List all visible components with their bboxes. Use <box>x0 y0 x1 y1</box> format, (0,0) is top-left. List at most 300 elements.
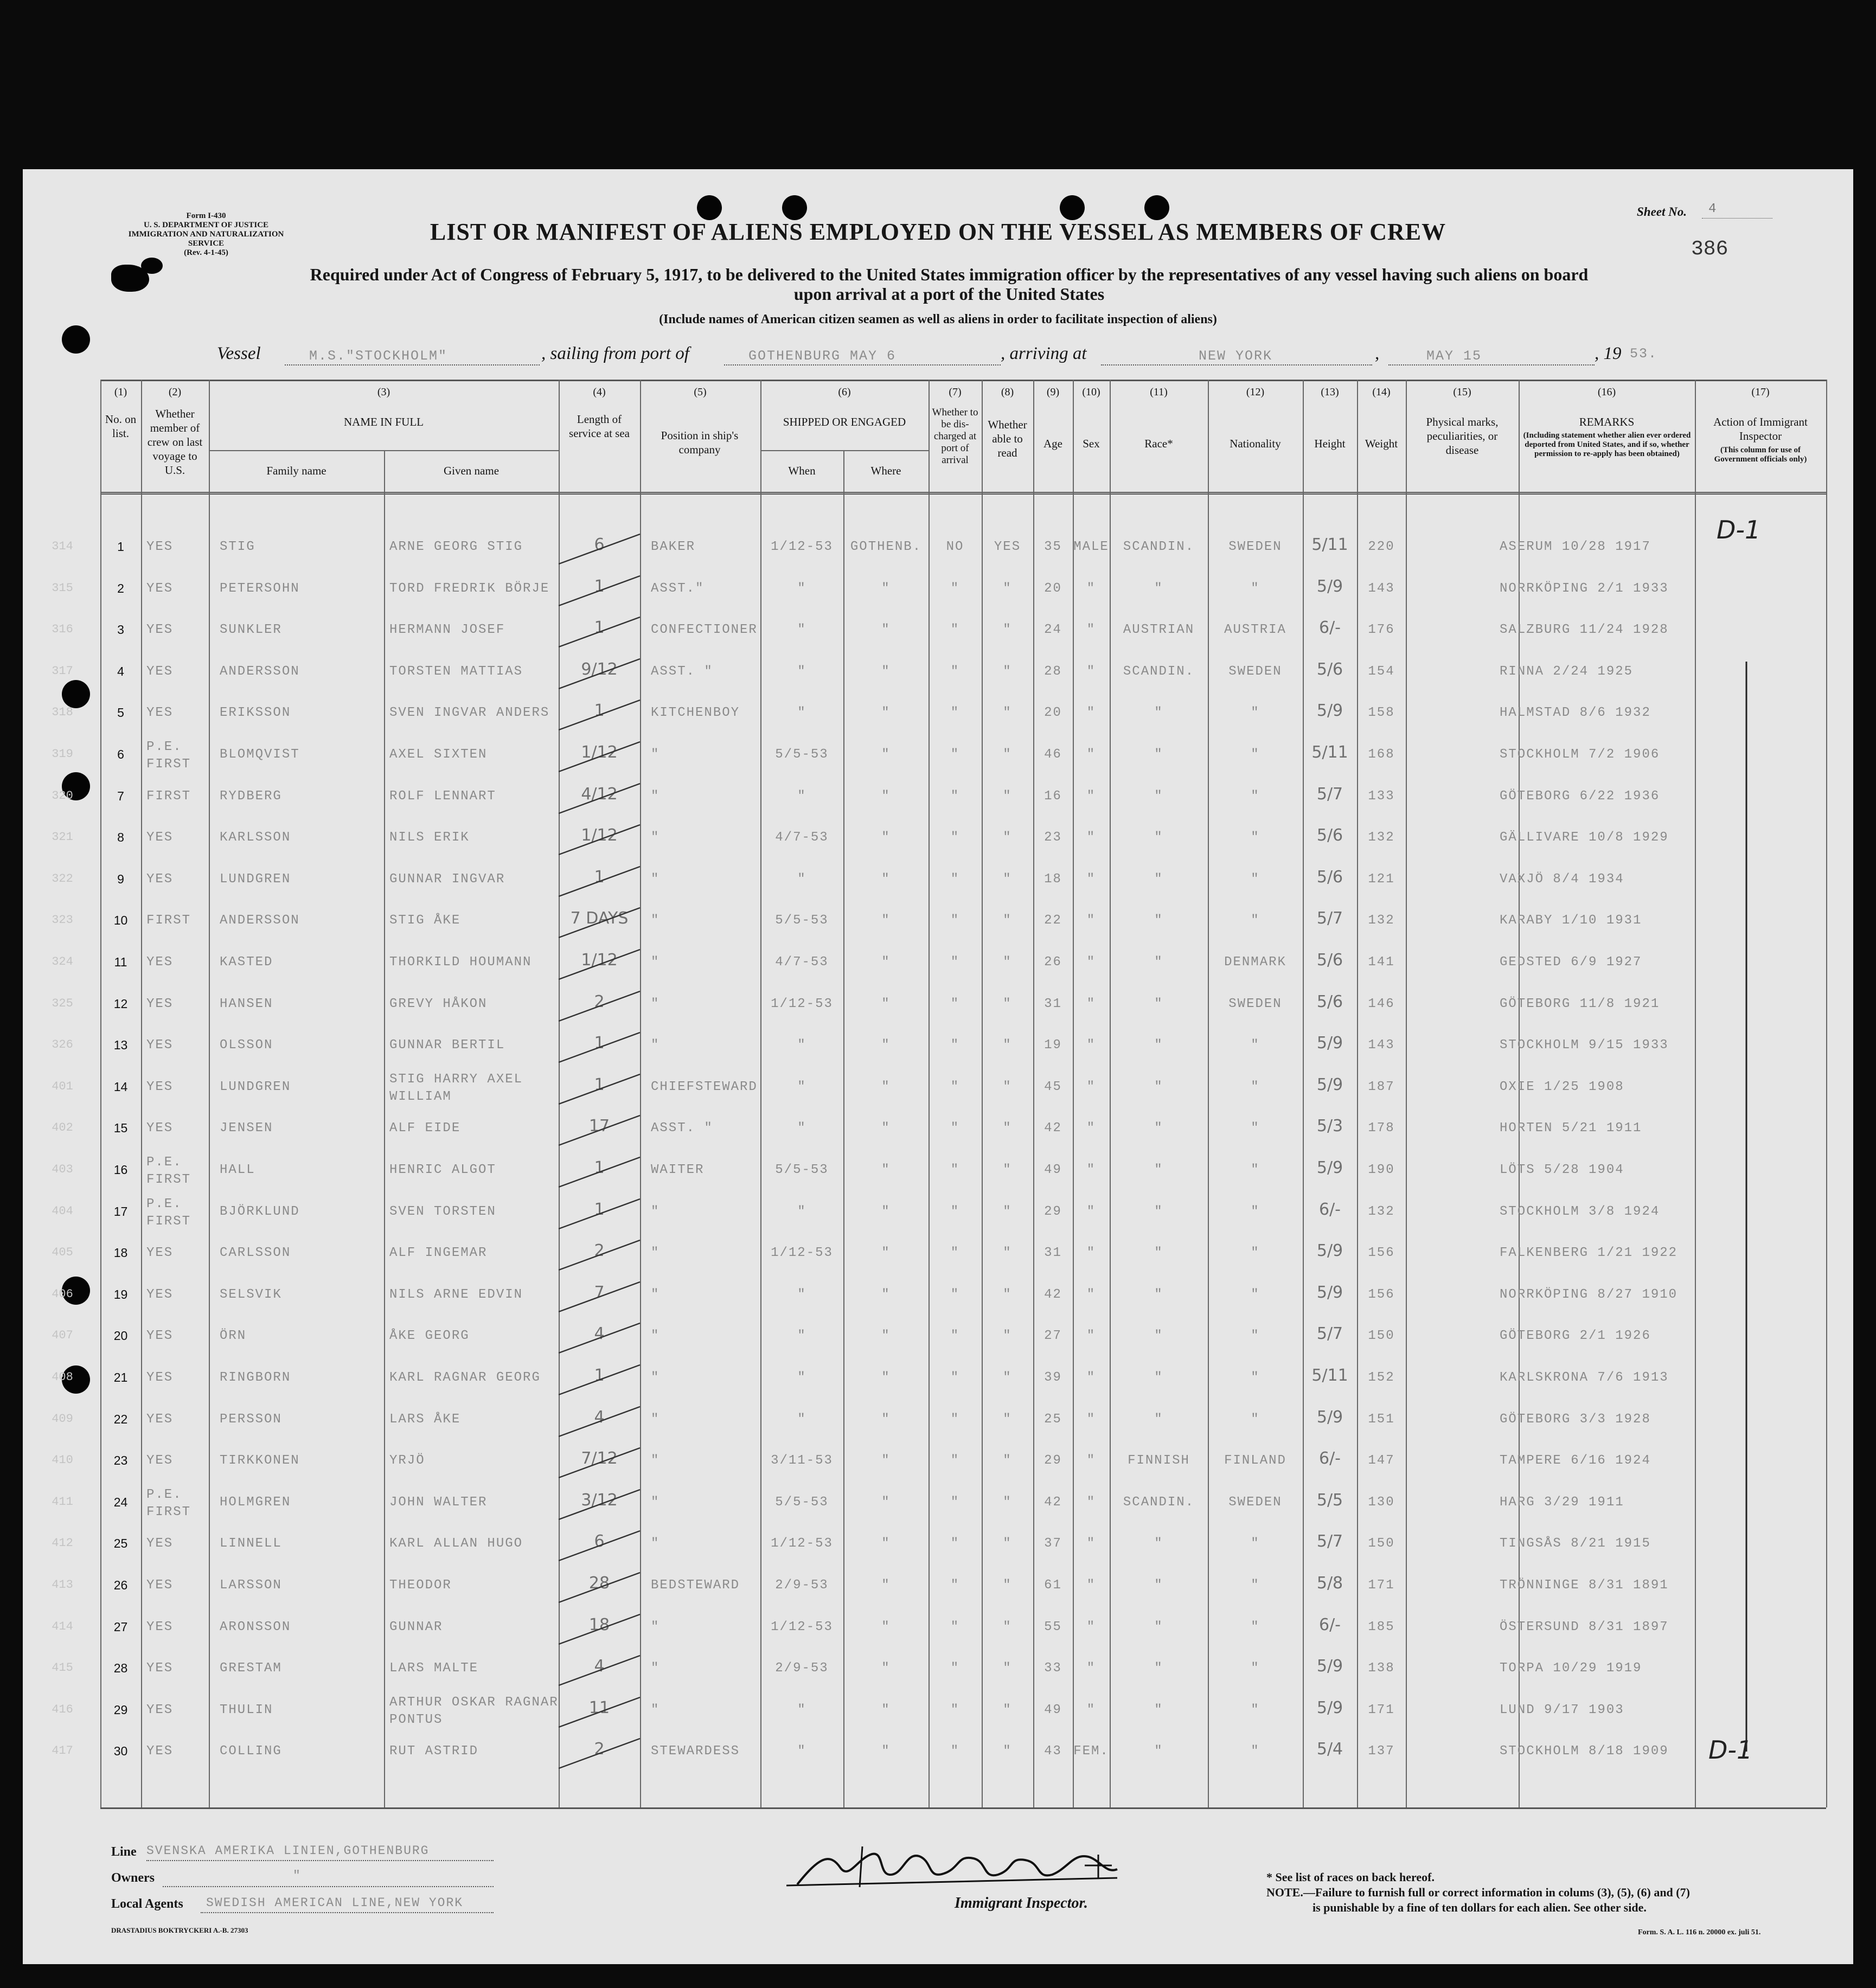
cell-age: 31 <box>1044 996 1062 1011</box>
cell-height: 5/6 <box>1316 826 1343 845</box>
cell-age: 42 <box>1044 1495 1062 1510</box>
sheet-label: Sheet No. <box>1637 205 1687 219</box>
cell-position: " <box>651 747 660 762</box>
cell-crew: YES <box>146 955 174 970</box>
cell-sex: " <box>1086 1121 1096 1136</box>
cell-position: " <box>651 1287 660 1302</box>
col-num-7: (7) <box>949 386 962 398</box>
handwritten-number: 386 <box>1691 238 1728 261</box>
cell-crew: YES <box>146 1536 174 1551</box>
cell-when: 5/5-53 <box>775 1163 829 1177</box>
cell-family: JENSEN <box>220 1121 273 1136</box>
sailing-port: GOTHENBURG MAY 6 <box>748 348 897 364</box>
cell-remarks: OXIE 1/25 1908 <box>1500 1079 1624 1094</box>
faint-row-number: 417 <box>52 1744 73 1758</box>
faint-row-number: 413 <box>52 1578 73 1592</box>
cell-read: " <box>1003 1287 1012 1302</box>
cell-sex: " <box>1086 1661 1096 1676</box>
cell-when: 1/12-53 <box>771 996 833 1011</box>
cell-where: " <box>881 1038 891 1053</box>
inspector-signature <box>781 1836 1139 1895</box>
cell-position: " <box>651 1661 660 1676</box>
cell-no: 29 <box>113 1702 128 1717</box>
cell-length: 1 <box>594 701 605 721</box>
cell-remarks: NORRKÖPING 8/27 1910 <box>1500 1287 1678 1302</box>
table-row <box>52 1401 1826 1443</box>
cell-sex: " <box>1086 1246 1096 1261</box>
cell-discharged: " <box>950 581 960 596</box>
cell-nationality: " <box>1251 871 1260 887</box>
cell-where: " <box>881 1121 891 1136</box>
cell-length: 9/12 <box>581 659 618 679</box>
cell-given: ÅKE GEORG <box>389 1329 470 1344</box>
cell-length: 1/12 <box>581 826 618 845</box>
col-num-4: (4) <box>593 386 606 398</box>
cell-when: 1/12-53 <box>771 1619 833 1634</box>
cell-nationality: AUSTRIA <box>1224 623 1286 638</box>
cell-position: " <box>651 955 660 970</box>
cell-family: LINNELL <box>220 1536 282 1551</box>
cell-height: 5/11 <box>1311 743 1348 762</box>
cell-nationality: " <box>1251 1287 1260 1302</box>
faint-row-number: 405 <box>52 1246 73 1260</box>
cell-remarks: GÖTEBORG 2/1 1926 <box>1500 1329 1651 1344</box>
cell-height: 5/6 <box>1316 951 1343 970</box>
cell-when: " <box>797 664 806 679</box>
cell-when: 1/12-53 <box>771 1536 833 1551</box>
cell-when: " <box>797 1079 806 1094</box>
cell-discharged: " <box>950 1702 960 1717</box>
cell-age: 37 <box>1044 1536 1062 1551</box>
cell-family: KASTED <box>220 955 273 970</box>
cell-discharged: " <box>950 1121 960 1136</box>
cell-weight: 121 <box>1368 871 1395 887</box>
faint-row-number: 320 <box>52 788 73 803</box>
cell-given: KARL ALLAN HUGO <box>389 1536 523 1551</box>
table-row <box>52 1110 1826 1152</box>
cell-crew: YES <box>146 1661 174 1676</box>
cell-position: " <box>651 996 660 1011</box>
table-row <box>52 1235 1826 1277</box>
cell-nationality: " <box>1251 1329 1260 1344</box>
cell-length: 11 <box>588 1698 610 1717</box>
col-num-13: (13) <box>1321 386 1339 398</box>
cell-remarks: TRÖNNINGE 8/31 1891 <box>1500 1578 1669 1593</box>
cell-position: " <box>651 1038 660 1053</box>
cell-given: ARNE GEORG STIG <box>389 540 523 554</box>
cell-when: " <box>797 581 806 596</box>
cell-position: " <box>651 830 660 845</box>
cell-when: " <box>797 623 806 638</box>
cell-race: " <box>1154 1329 1163 1344</box>
arrival-date: MAY 15 <box>1426 348 1482 364</box>
faint-row-number: 317 <box>52 664 73 678</box>
cell-age: 45 <box>1044 1079 1062 1094</box>
table-row <box>52 1027 1826 1069</box>
cell-remarks: ASERUM 10/28 1917 <box>1500 540 1651 554</box>
cell-family: HALL <box>220 1163 255 1177</box>
cell-family: SELSVIK <box>220 1287 282 1302</box>
cell-crew: YES <box>146 664 174 679</box>
cell-age: 26 <box>1044 955 1062 970</box>
department-name: U. S. DEPARTMENT OF JUSTICE <box>143 221 269 229</box>
cell-discharged: " <box>950 1744 960 1759</box>
table-row <box>52 1277 1826 1318</box>
cell-discharged: NO <box>946 540 964 554</box>
cell-race: " <box>1154 1536 1163 1551</box>
cell-age: 20 <box>1044 706 1062 721</box>
cell-discharged: " <box>950 830 960 845</box>
cell-length: 1 <box>594 1366 605 1385</box>
cell-no: 26 <box>113 1578 128 1592</box>
cell-when: " <box>797 1287 806 1302</box>
agents-underline <box>201 1912 494 1913</box>
table-row <box>52 1692 1826 1734</box>
cell-remarks: ÖSTERSUND 8/31 1897 <box>1500 1619 1669 1634</box>
faint-row-number: 326 <box>52 1038 73 1052</box>
cell-height: 5/4 <box>1316 1740 1343 1759</box>
cell-height: 5/11 <box>1311 535 1348 554</box>
cell-given: HERMANN JOSEF <box>389 623 505 638</box>
cell-race: " <box>1154 871 1163 887</box>
cell-race: " <box>1154 1121 1163 1136</box>
cell-when: 1/12-53 <box>771 1246 833 1261</box>
faint-row-number: 322 <box>52 871 73 886</box>
cell-sex: " <box>1086 1370 1096 1385</box>
cell-discharged: " <box>950 1453 960 1468</box>
cell-race: " <box>1154 1287 1163 1302</box>
cell-length: 28 <box>588 1574 610 1593</box>
cell-given: LARS ÅKE <box>389 1412 461 1427</box>
cell-where: " <box>881 1412 891 1427</box>
cell-remarks: KARABY 1/10 1931 <box>1500 913 1642 928</box>
cell-race: AUSTRIAN <box>1123 623 1195 638</box>
cell-read: " <box>1003 1246 1012 1261</box>
cell-sex: " <box>1086 1329 1096 1344</box>
cell-where: " <box>881 1495 891 1510</box>
cell-family: PERSSON <box>220 1412 282 1427</box>
cell-race: " <box>1154 1661 1163 1676</box>
cell-crew: YES <box>146 540 174 554</box>
cell-read: " <box>1003 830 1012 845</box>
faint-row-number: 412 <box>52 1536 73 1550</box>
cell-race: " <box>1154 996 1163 1011</box>
col-head-family: Family name <box>266 464 326 477</box>
cell-height: 5/7 <box>1316 1532 1343 1551</box>
page-title: LIST OR MANIFEST OF ALIENS EMPLOYED ON THE VESSEL AS MEMBERS OF CREW <box>430 219 1446 245</box>
cell-position: STEWARDESS <box>651 1744 740 1759</box>
cell-remarks: LÖTS 5/28 1904 <box>1500 1163 1624 1177</box>
cell-nationality: " <box>1251 706 1260 721</box>
cell-position: CHIEFSTEWARD <box>651 1079 758 1094</box>
cell-weight: 150 <box>1368 1329 1395 1344</box>
col-head-where: Where <box>870 464 901 477</box>
cell-when: 4/7-53 <box>775 830 829 845</box>
faint-row-number: 402 <box>52 1121 73 1135</box>
cell-where: " <box>881 1287 891 1302</box>
cell-read: " <box>1003 1495 1012 1510</box>
cell-sex: " <box>1086 871 1096 887</box>
table-row <box>52 653 1826 695</box>
cell-read: " <box>1003 1329 1012 1344</box>
form-reference: Form. S. A. L. 116 n. 20000 ex. juli 51. <box>1638 1928 1761 1936</box>
cell-where: " <box>881 1578 891 1593</box>
cell-no: 7 <box>117 788 124 803</box>
cell-read: " <box>1003 664 1012 679</box>
cell-no: 13 <box>113 1038 128 1053</box>
cell-length: 2 <box>594 1241 605 1261</box>
cell-age: 49 <box>1044 1702 1062 1717</box>
col-num-9: (9) <box>1046 386 1060 398</box>
cell-race: " <box>1154 581 1163 596</box>
cell-crew: YES <box>146 706 174 721</box>
cell-given: ROLF LENNART <box>389 788 496 804</box>
cell-when: " <box>797 788 806 804</box>
cell-height: 5/9 <box>1316 1075 1343 1094</box>
col-head-nationality: Nationality <box>1230 437 1281 450</box>
faint-row-number: 323 <box>52 913 73 927</box>
cell-age: 49 <box>1044 1163 1062 1177</box>
cell-read: " <box>1003 706 1012 721</box>
cell-crew: YES <box>146 1619 174 1634</box>
cell-length: 2 <box>594 992 605 1011</box>
table-row <box>52 1194 1826 1235</box>
col-num-16: (16) <box>1597 386 1616 398</box>
cell-height: 5/9 <box>1316 1698 1343 1717</box>
cell-where: " <box>881 1702 891 1717</box>
cell-position: " <box>651 871 660 887</box>
line-value: SVENSKA AMERIKA LINIEN,GOTHENBURG <box>146 1844 430 1858</box>
cell-discharged: " <box>950 1619 960 1634</box>
table-row <box>52 1318 1826 1359</box>
cell-race: " <box>1154 830 1163 845</box>
cell-when: " <box>797 1329 806 1344</box>
cell-where: " <box>881 955 891 970</box>
cell-length: 18 <box>588 1615 610 1634</box>
action-mark-top: D-1 <box>1717 515 1761 544</box>
cell-age: 23 <box>1044 830 1062 845</box>
arriving-underline <box>1101 364 1372 365</box>
faint-row-number: 409 <box>52 1412 73 1426</box>
cell-where: " <box>881 623 891 638</box>
col-head-discharged: Whether to be dis-charged at port of arrival <box>932 407 978 466</box>
cell-discharged: " <box>950 1329 960 1344</box>
races-note: * See list of races on back hereof. <box>1266 1870 1435 1884</box>
cell-nationality: FINLAND <box>1224 1453 1286 1468</box>
cell-sex: " <box>1086 664 1096 679</box>
cell-sex: " <box>1086 1536 1096 1551</box>
cell-when: 5/5-53 <box>775 747 829 762</box>
cell-position: ASST." <box>651 581 705 596</box>
cell-discharged: " <box>950 788 960 804</box>
faint-row-number: 415 <box>52 1661 73 1675</box>
cell-age: 16 <box>1044 788 1062 804</box>
cell-position: ASST. " <box>651 1121 713 1136</box>
cell-race: SCANDIN. <box>1123 1495 1195 1510</box>
table-row <box>52 1650 1826 1692</box>
cell-nationality: " <box>1251 1204 1260 1219</box>
col-head-remarks: REMARKS <box>1579 415 1635 428</box>
cell-no: 27 <box>113 1619 128 1634</box>
cell-read: " <box>1003 1702 1012 1717</box>
cell-when: " <box>797 1744 806 1759</box>
col-num-1: (1) <box>114 386 127 398</box>
cell-weight: 132 <box>1368 913 1395 928</box>
cell-remarks: HORTEN 5/21 1911 <box>1500 1121 1642 1136</box>
cell-discharged: " <box>950 996 960 1011</box>
cell-race: " <box>1154 1163 1163 1177</box>
cell-height: 5/9 <box>1316 1034 1343 1053</box>
faint-row-number: 315 <box>52 581 73 595</box>
cell-race: " <box>1154 1744 1163 1759</box>
cell-length: 7 DAYS <box>570 909 629 928</box>
cell-nationality: SWEDEN <box>1228 664 1282 679</box>
requirement-text <box>136 265 1763 304</box>
cell-when: " <box>797 706 806 721</box>
table-row <box>52 819 1826 861</box>
cell-read: " <box>1003 1744 1012 1759</box>
cell-remarks: NORRKÖPING 2/1 1933 <box>1500 581 1669 596</box>
cell-family: LUNDGREN <box>220 871 291 887</box>
cell-nationality: " <box>1251 1661 1260 1676</box>
cell-given: SVEN TORSTEN <box>389 1204 496 1219</box>
cell-given: JOHN WALTER <box>389 1495 488 1510</box>
sheet-underline <box>1702 218 1772 219</box>
cell-position: " <box>651 913 660 928</box>
cell-nationality: " <box>1251 1370 1260 1385</box>
cell-nationality: " <box>1251 1038 1260 1053</box>
cell-when: " <box>797 1204 806 1219</box>
cell-length: 7/12 <box>581 1449 618 1468</box>
sailing-label: , sailing from port of <box>541 344 689 363</box>
cell-given: ALF INGEMAR <box>389 1246 488 1261</box>
cell-crew: YES <box>146 1079 174 1094</box>
cell-length: 1 <box>594 618 605 638</box>
cell-family: ERIKSSON <box>220 706 291 721</box>
requirement-line-1: Required under Act of Congress of February 5, 1917, to be delivered to the United States immigration officer by the representatives of any vessel having such aliens on board <box>310 265 1589 284</box>
cell-given: YRJÖ <box>389 1453 425 1468</box>
col-num-6: (6) <box>838 386 851 398</box>
cell-crew: P.E. FIRST <box>146 1155 191 1187</box>
cell-weight: 130 <box>1368 1495 1395 1510</box>
printer-imprint: DRASTADIUS BOKTRYCKERI A.-B. 27303 <box>111 1926 248 1934</box>
cell-given: ALF EIDE <box>389 1121 461 1136</box>
cell-discharged: " <box>950 623 960 638</box>
header-divider <box>100 492 1826 495</box>
cell-height: 5/3 <box>1316 1117 1343 1136</box>
cell-nationality: SWEDEN <box>1228 1495 1282 1510</box>
cell-when: 5/5-53 <box>775 913 829 928</box>
cell-age: 31 <box>1044 1246 1062 1261</box>
cell-age: 20 <box>1044 581 1062 596</box>
cell-weight: 158 <box>1368 706 1395 721</box>
form-number: Form I-430 <box>186 211 226 220</box>
cell-race: " <box>1154 1619 1163 1634</box>
col-head-name: NAME IN FULL <box>344 415 424 428</box>
faint-row-number: 401 <box>52 1079 73 1093</box>
cell-length: 1/12 <box>581 951 618 970</box>
cell-length: 1 <box>594 1075 605 1094</box>
cell-length: 6 <box>594 1532 605 1551</box>
cell-weight: 171 <box>1368 1702 1395 1717</box>
punch-hole <box>62 680 90 708</box>
cell-sex: " <box>1086 581 1096 596</box>
col-num-8: (8) <box>1001 386 1014 398</box>
cell-race: " <box>1154 1038 1163 1053</box>
cell-given: STIG HARRY AXEL WILLIAM <box>389 1072 523 1104</box>
cell-no: 25 <box>113 1536 128 1551</box>
cell-height: 5/7 <box>1316 909 1343 928</box>
cell-crew: YES <box>146 581 174 596</box>
cell-race: " <box>1154 1412 1163 1427</box>
cell-crew: YES <box>146 996 174 1011</box>
col-num-14: (14) <box>1372 386 1391 398</box>
cell-sex: " <box>1086 788 1096 804</box>
cell-no: 3 <box>117 623 124 637</box>
cell-sex: " <box>1086 1412 1096 1427</box>
cell-weight: 156 <box>1368 1246 1395 1261</box>
cell-discharged: " <box>950 1038 960 1053</box>
table-row <box>52 736 1826 778</box>
cell-sex: " <box>1086 1204 1096 1219</box>
cell-height: 5/9 <box>1316 701 1343 721</box>
cell-weight: 171 <box>1368 1578 1395 1593</box>
cell-height: 5/8 <box>1316 1574 1343 1593</box>
cell-no: 5 <box>117 706 124 720</box>
table-row <box>52 986 1826 1028</box>
cell-remarks: GÖTEBORG 11/8 1921 <box>1500 996 1660 1011</box>
cell-nationality: " <box>1251 1619 1260 1634</box>
cell-nationality: SWEDEN <box>1228 540 1282 554</box>
cell-family: THULIN <box>220 1702 273 1717</box>
cell-age: 18 <box>1044 871 1062 887</box>
cell-discharged: " <box>950 1495 960 1510</box>
cell-age: 29 <box>1044 1204 1062 1219</box>
cell-position: " <box>651 1246 660 1261</box>
cell-sex: " <box>1086 996 1096 1011</box>
cell-race: " <box>1154 1578 1163 1593</box>
col-num-3: (3) <box>377 386 390 398</box>
col-num-12: (12) <box>1246 386 1265 398</box>
punch-hole <box>1060 195 1085 220</box>
cell-position: " <box>651 1702 660 1717</box>
cell-family: SUNKLER <box>220 623 282 638</box>
cell-nationality: " <box>1251 1744 1260 1759</box>
service-name: IMMIGRATION AND NATURALIZATION SERVICE <box>128 230 284 248</box>
cell-race: " <box>1154 1204 1163 1219</box>
cell-age: 19 <box>1044 1038 1062 1053</box>
cell-no: 15 <box>113 1121 128 1136</box>
cell-crew: YES <box>146 1246 174 1261</box>
cell-crew: YES <box>146 623 174 638</box>
cell-no: 20 <box>113 1329 128 1343</box>
cell-read: " <box>1003 1204 1012 1219</box>
cell-given: GUNNAR BERTIL <box>389 1038 505 1053</box>
cell-given: ARTHUR OSKAR RAGNAR PONTUS <box>389 1695 559 1727</box>
cell-when: 1/12-53 <box>771 540 833 554</box>
cell-remarks: HARG 3/29 1911 <box>1500 1495 1624 1510</box>
cell-weight: 156 <box>1368 1287 1395 1302</box>
faint-row-number: 324 <box>52 955 73 969</box>
col-num-10: (10) <box>1082 386 1100 398</box>
faint-row-number: 408 <box>52 1370 73 1384</box>
cell-discharged: " <box>950 1661 960 1676</box>
table-row <box>52 1484 1826 1526</box>
cell-sex: " <box>1086 623 1096 638</box>
cell-weight: 168 <box>1368 747 1395 762</box>
cell-race: " <box>1154 1702 1163 1717</box>
cell-no: 28 <box>113 1661 128 1676</box>
